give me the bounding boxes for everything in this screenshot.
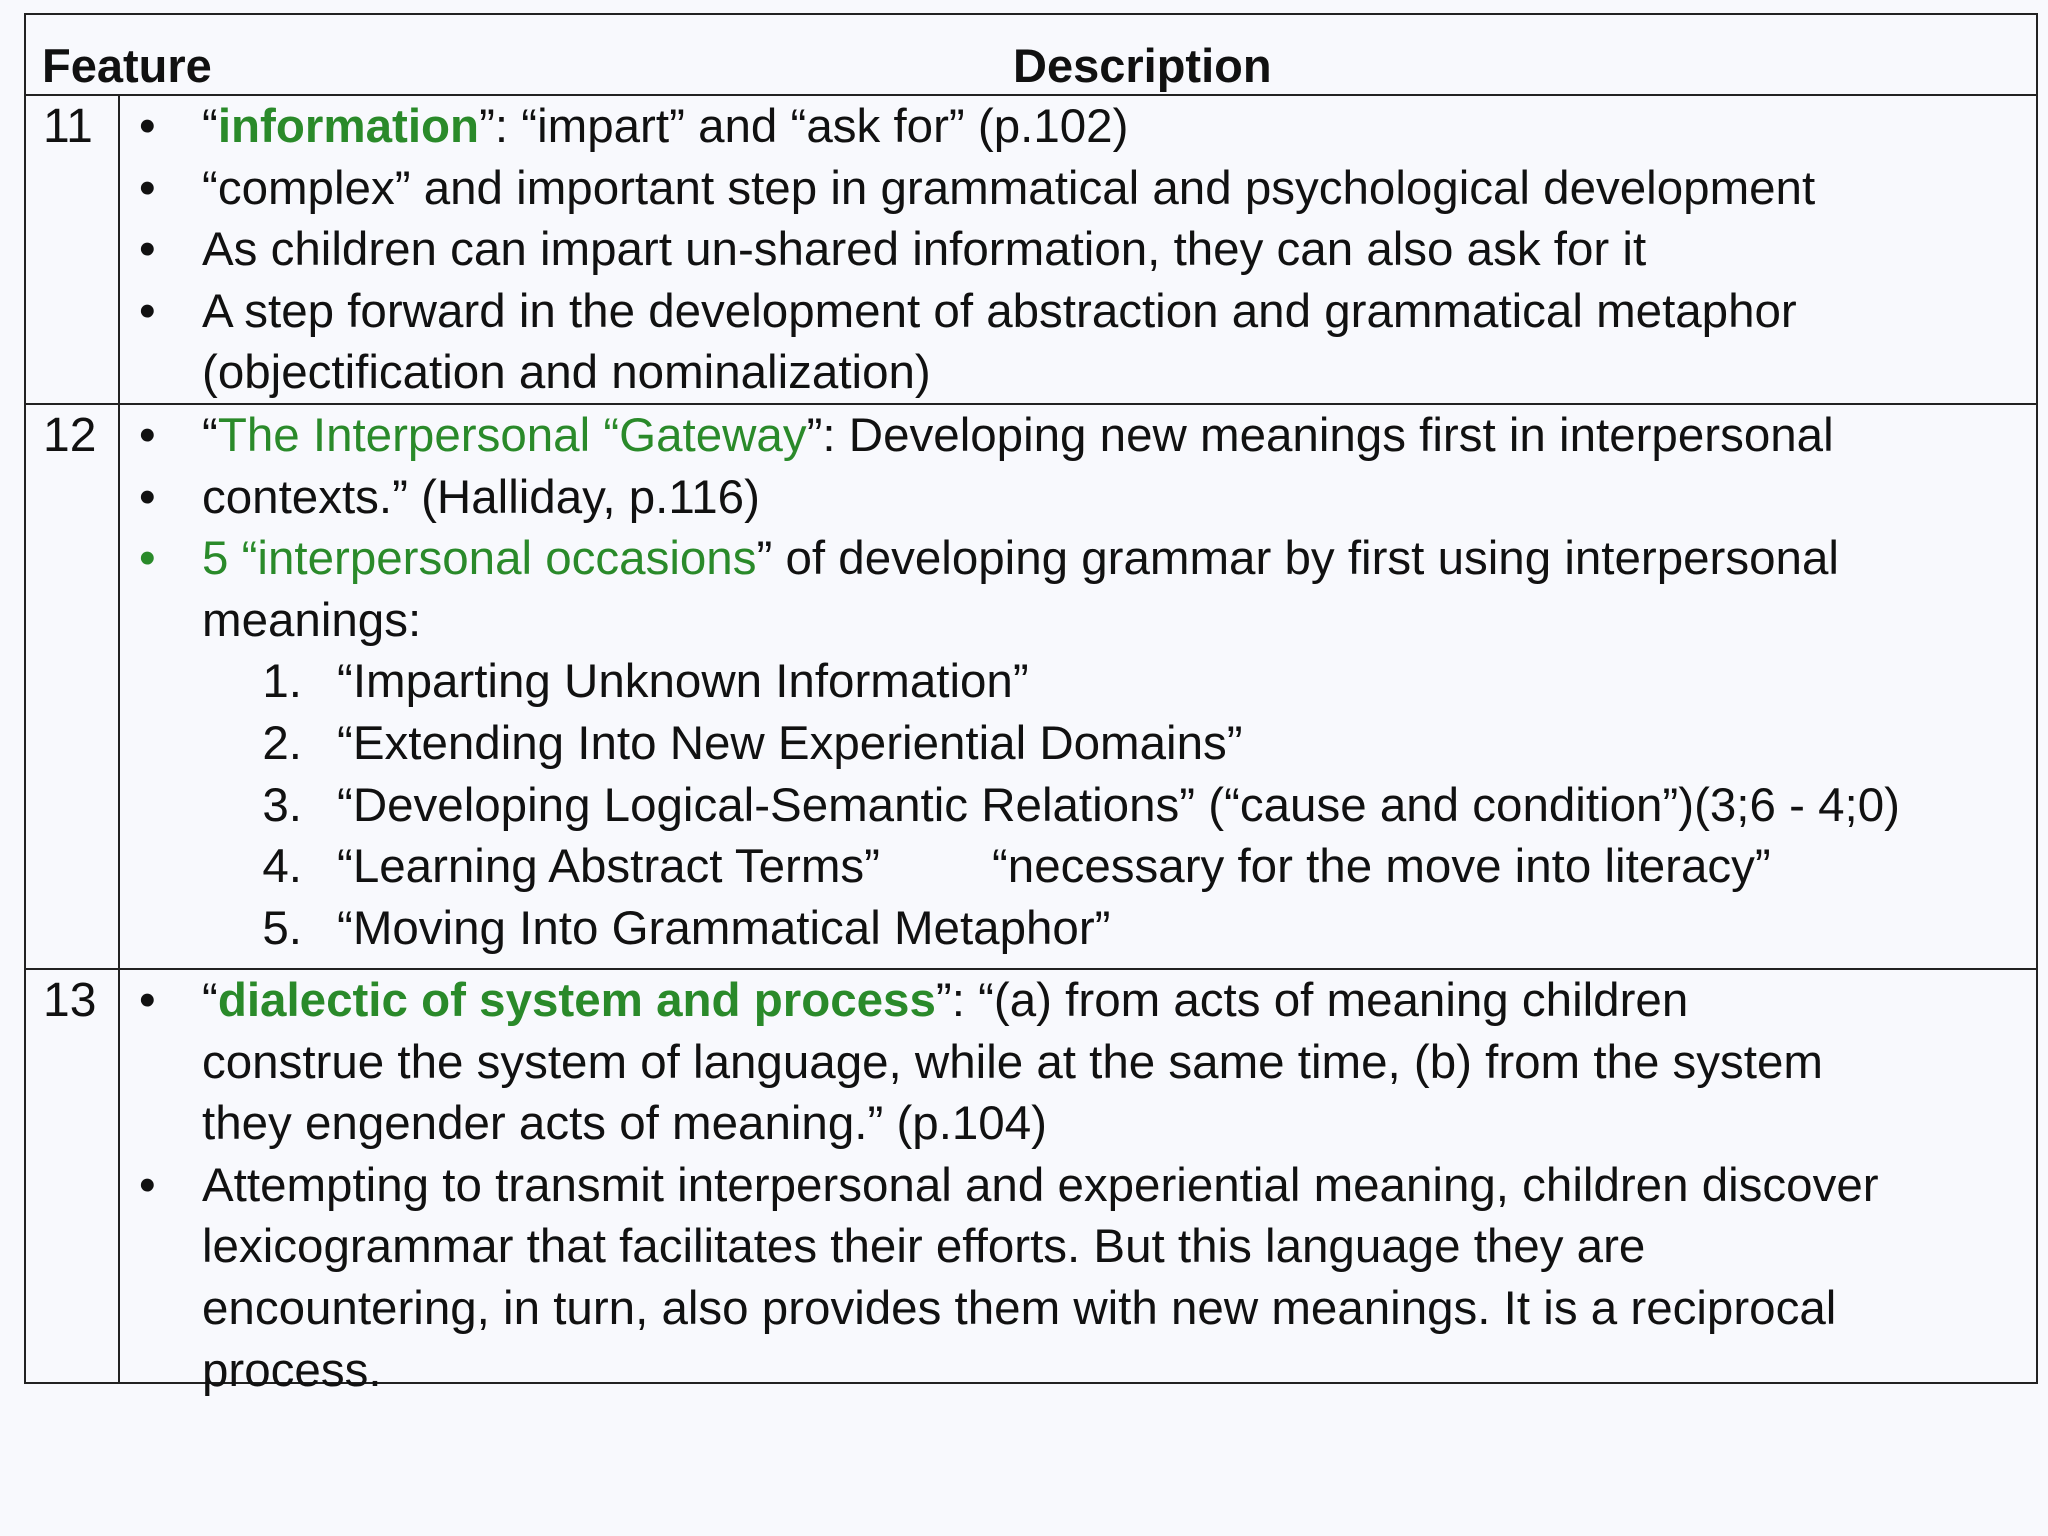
description-cell (202, 96, 2028, 404)
table-header-row (26, 15, 2036, 96)
list-note: “necessary for the move into literacy” (991, 840, 1771, 894)
bullet-text-pre: “ (202, 100, 218, 153)
bullet-line (202, 970, 2028, 1032)
bullet-item (202, 96, 2028, 158)
bullet-item: • contexts.” (Halliday, p.116) (202, 467, 2028, 529)
bullet-text-continued: encountering, in turn, also provides them with new meanings. It is a reciprocal (202, 1281, 1837, 1335)
bullet-text-post: ”: “impart” and “ask for” (p.102) (479, 100, 1129, 153)
bullet-item (202, 281, 2028, 404)
list-text (202, 836, 2028, 898)
highlight-term: 5 “interpersonal occasions (202, 532, 757, 586)
bullet-item: • “complex” and important step in grammatical and psychological development (202, 158, 2028, 220)
bullet-text-continued: lexicogrammar that facilitates their efforts. But this language they are (202, 1220, 1646, 1274)
list-number: 2. (262, 716, 302, 770)
bullet-item (202, 405, 2028, 467)
list-number: 1. (262, 655, 302, 709)
table-row-11 (26, 96, 2036, 405)
list-number: 5. (262, 901, 302, 955)
header-feature: Feature (42, 39, 212, 92)
feature-number: 13 (43, 974, 97, 1027)
bullet-text-continued: (objectification and nominalization) (202, 346, 931, 400)
bullet-text-post: ”: “(a) from acts of meaning children (935, 974, 1689, 1027)
feature-table (24, 13, 2038, 1397)
list-number: 4. (262, 840, 302, 894)
list-item (202, 651, 2028, 713)
highlight-term: The Interpersonal “Gateway (217, 409, 807, 462)
bullet-text-continued: process. (202, 1343, 382, 1397)
description-cell (202, 970, 2028, 1401)
bullet-item: • As children can impart un-shared information, they can also ask for it (202, 219, 2028, 281)
bullet-item (202, 1155, 2028, 1401)
bullet-text-pre: “ (202, 974, 218, 1027)
list-item (202, 898, 2028, 960)
bullet-item (202, 528, 2028, 651)
bullet-text-continued: they engender acts of meaning.” (p.104) (202, 1097, 1047, 1151)
list-item (202, 836, 2028, 898)
list-text-main: “Learning Abstract Terms” (337, 840, 880, 894)
bullet-item (202, 970, 2028, 1155)
bullet-text-continued: construe the system of language, while at the same time, (b) from the system (202, 1035, 1823, 1089)
bullet-text: • A step forward in the development of abstraction and grammatical metaphor (202, 284, 1797, 338)
list-text: “Imparting Unknown Information” (337, 655, 1029, 709)
bullet-line (202, 528, 2028, 590)
bullet-text: • Attempting to transmit interpersonal and experiential meaning, children discover (202, 1158, 1879, 1212)
list-item (202, 775, 2028, 837)
bullet-text-pre: “ (202, 409, 218, 462)
highlight-term: dialectic of system and process (217, 974, 936, 1027)
feature-number: 12 (43, 409, 97, 462)
highlight-term: information (217, 100, 480, 153)
list-number: 3. (262, 778, 302, 832)
bullet-text-continued: meanings: (202, 593, 422, 647)
description-cell (202, 405, 2028, 959)
list-text: “Developing Logical-Semantic Relations” (“cause and condition”)(3;6 - 4;0) (337, 778, 1900, 832)
list-item (202, 713, 2028, 775)
list-text: “Extending Into New Experiential Domains” (337, 716, 1243, 770)
table-row-13 (26, 970, 2036, 1397)
bullet-text-post: ” of developing grammar by first using interpersonal (756, 532, 1839, 586)
bullet-text-post: ”: Developing new meanings first in interpersonal (806, 409, 1834, 462)
header-description: Description (1013, 39, 1272, 92)
feature-number: 11 (43, 100, 93, 153)
table-row-12 (26, 405, 2036, 970)
list-text: “Moving Into Grammatical Metaphor” (337, 901, 1111, 955)
